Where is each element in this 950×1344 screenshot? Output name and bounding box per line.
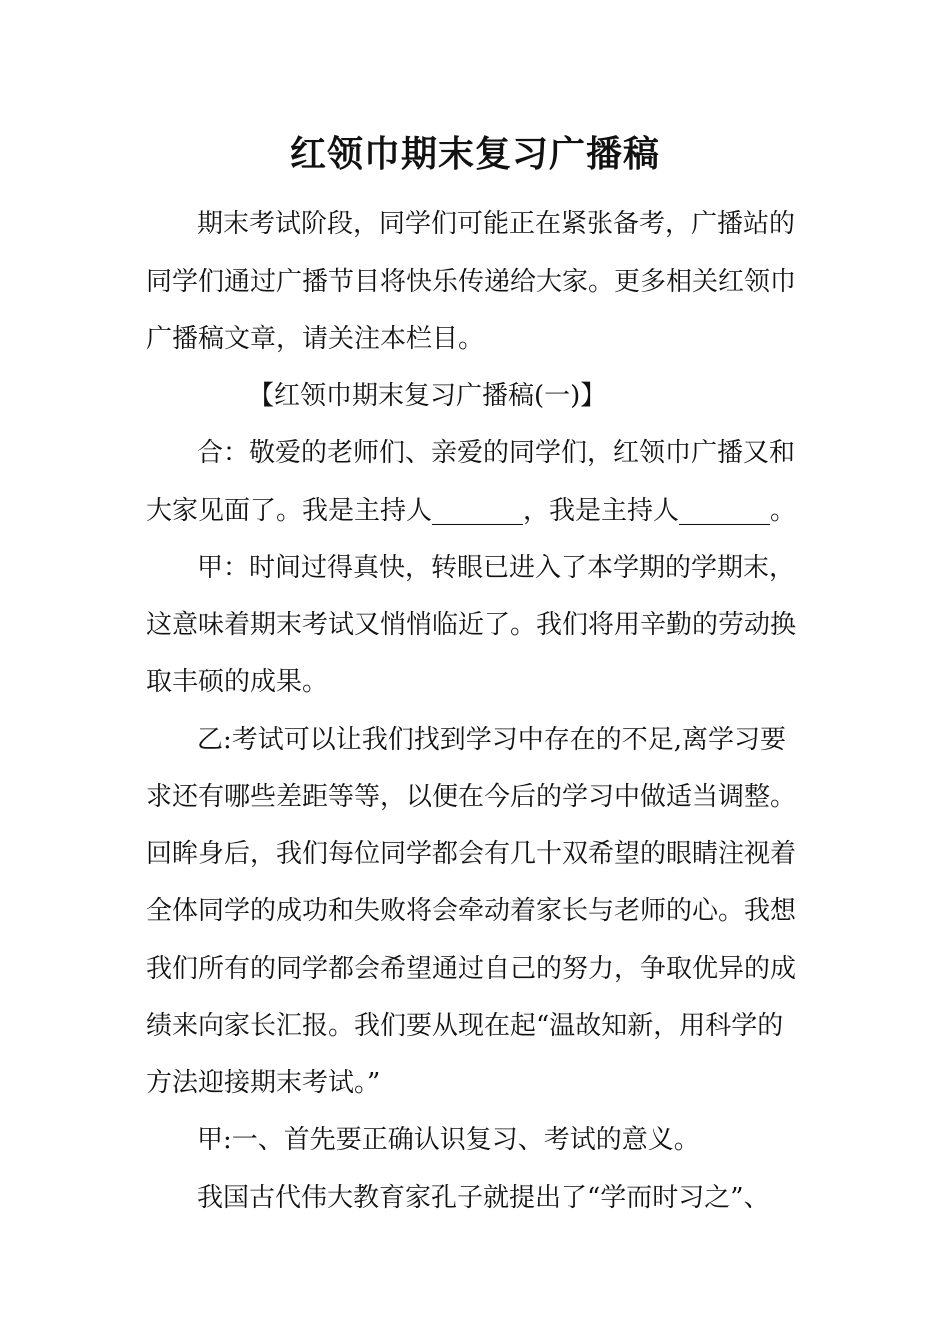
paragraph-line: 我国古代伟大教育家孔子就提出了“学而时习之”、 [197, 1183, 770, 1213]
paragraph-line: 绩来向家长汇报。我们要从现在起“温故知新，用科学的 [146, 1011, 784, 1041]
paragraph-line: 回眸身后，我们每位同学都会有几十双希望的眼睛注视着 [146, 839, 797, 869]
paragraph-line: 甲：时间过得真快，转眼已进入了本学期的学期末， [197, 553, 796, 583]
paragraph-line: 求还有哪些差距等等，以便在今后的学习中做适当调整。 [146, 782, 797, 812]
document-title: 红领巾期末复习广播稿 [289, 133, 660, 175]
paragraph-line: 合：敬爱的老师们、亲爱的同学们，红领巾广播又和 [197, 438, 796, 468]
paragraph-line: 全体同学的成功和失败将会牵动着家长与老师的心。我想 [146, 896, 797, 926]
paragraph-line: 方法迎接期末考试。” [146, 1068, 381, 1098]
paragraph-line: 同学们通过广播节目将快乐传递给大家。更多相关红领巾 [146, 267, 797, 297]
section-heading: 【红领巾期末复习广播稿(一)】 [248, 381, 607, 411]
paragraph-line: 大家见面了。我是主持人_______，我是主持人_______。 [146, 496, 797, 526]
paragraph-line: 期末考试阶段，同学们可能正在紧张备考，广播站的 [197, 209, 796, 239]
paragraph-line: 这意味着期末考试又悄悄临近了。我们将用辛勤的劳动换 [146, 610, 797, 640]
paragraph-line: 甲:一、首先要正确认识复习、考试的意义。 [197, 1125, 700, 1155]
paragraph-line: 乙:考试可以让我们找到学习中存在的不足,离学习要 [197, 725, 787, 755]
paragraph-line: 我们所有的同学都会希望通过自己的努力，争取优异的成 [146, 954, 797, 984]
paragraph-line: 取丰硕的成果。 [146, 667, 329, 697]
paragraph-line: 广播稿文章，请关注本栏目。 [146, 324, 485, 354]
